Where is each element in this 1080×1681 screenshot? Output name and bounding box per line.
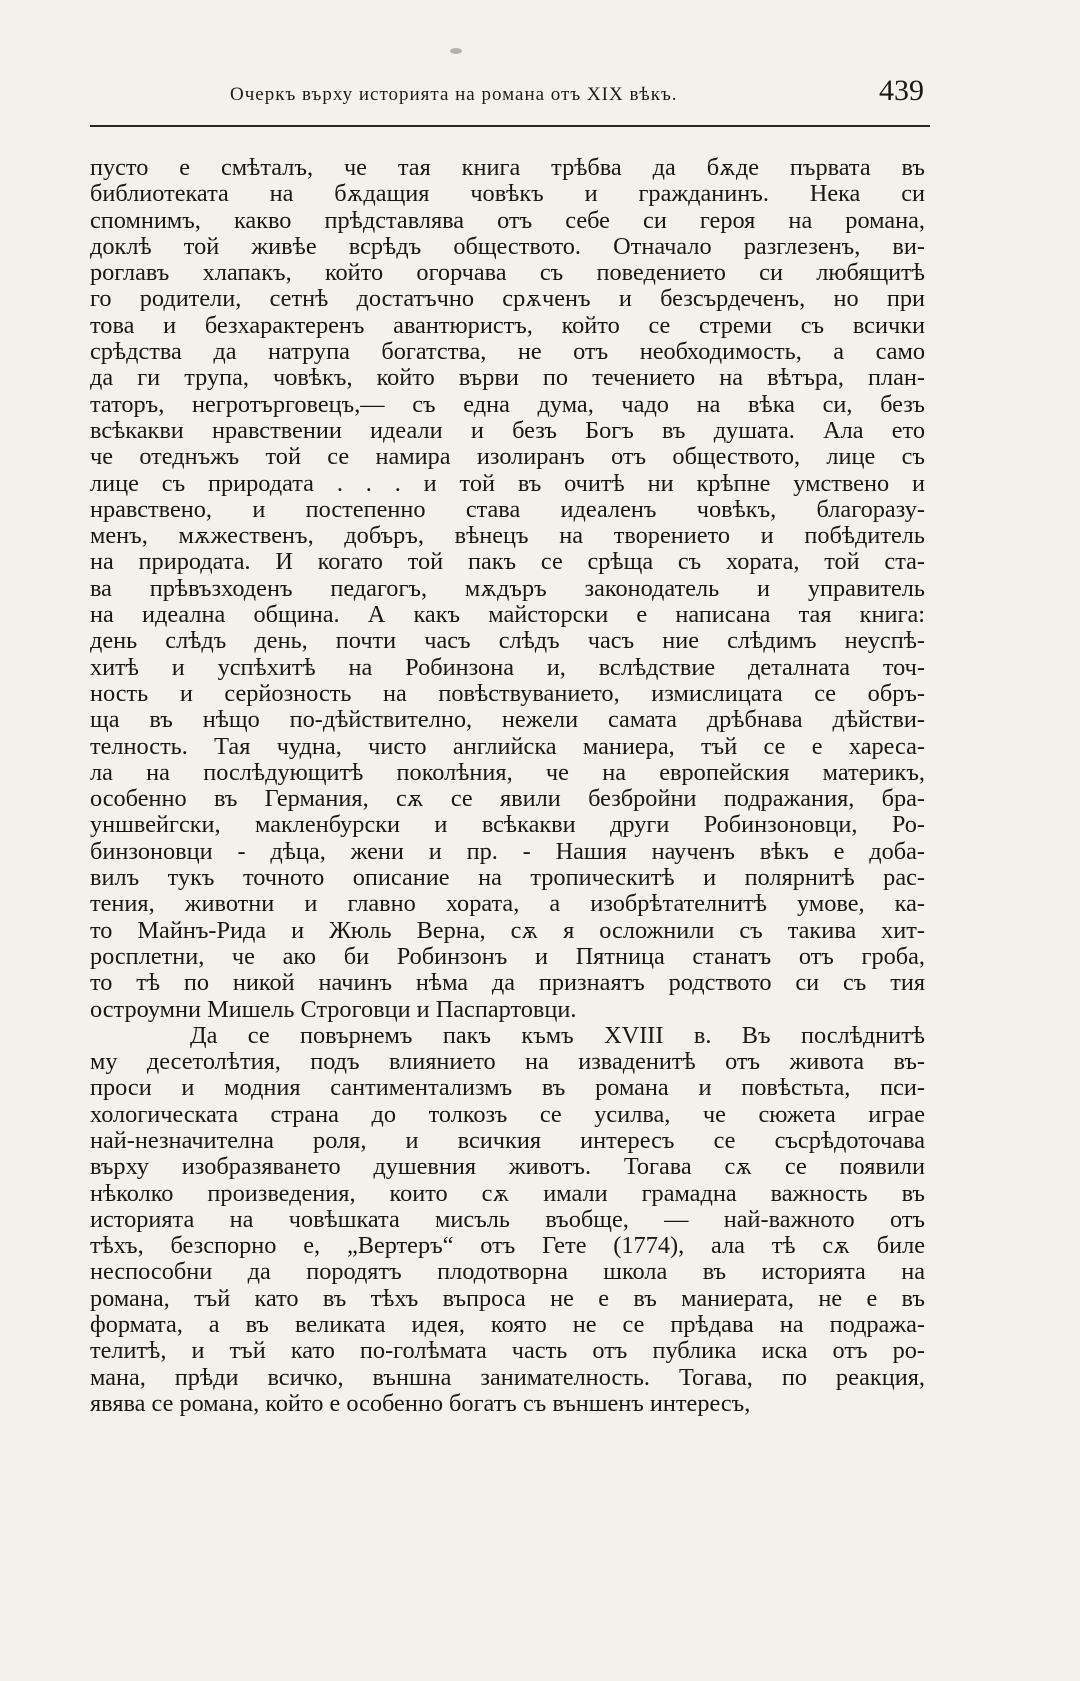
text-line: тения, животни и главно хората, а изобрѣтателнитѣ умове, ка-	[90, 891, 925, 918]
text-line: срѣдства да натрупа богатства, не отъ необходимость, а само	[90, 339, 925, 366]
text-line: менъ, мѫжественъ, добъръ, вѣнецъ на творението и побѣдитель	[90, 523, 925, 550]
text-line: нѣколко произведения, които сѫ имали грамадна важность въ	[90, 1180, 925, 1207]
text-line: неспособни да породятъ плодотворна школа въ историята на	[90, 1259, 925, 1286]
text-line: доклѣ той живѣе всрѣдъ обществото. Отначало разглезенъ, ви-	[90, 233, 925, 260]
text-line: бинзоновци - дѣца, жени и пр. - Нашия наученъ вѣкъ е доба-	[90, 838, 925, 865]
page-number: 439	[879, 74, 924, 107]
ink-smudge	[450, 48, 462, 54]
text-line: то тѣ по никой начинъ нѣма да признаятъ родството си съ тия	[90, 970, 925, 997]
text-line: особенно въ Германия, сѫ се явили безбройни подражания, бра-	[90, 786, 925, 813]
text-line: то Майнъ-Рида и Жюль Верна, сѫ я осложнили съ такива хит-	[90, 917, 925, 944]
text-line: на идеална община. А какъ майсторски е написана тая книга:	[90, 602, 925, 629]
text-line: Да се повърнемъ пакъ къмъ XVIII в. Въ послѣднитѣ	[190, 1022, 925, 1049]
page-header	[90, 74, 930, 120]
text-line: остроумни Мишель Строговци и Паспартовци.	[90, 996, 577, 1023]
text-line: да ги трупа, човѣкъ, който върви по течението на вѣтъра, план-	[90, 365, 925, 392]
text-line: ность и серйозность на повѣствуванието, измислицата се обръ-	[90, 680, 925, 707]
text-line: роглавъ хлапакъ, който огорчава съ поведението си любящитѣ	[90, 260, 925, 287]
text-line: ла на послѣдующитѣ поколѣния, че на европейския материкъ,	[90, 759, 925, 786]
text-line: спомнимъ, какво прѣдставлява отъ себе си героя на романа,	[90, 207, 925, 234]
text-line: му десетолѣтия, подъ влиянието на изваденитѣ отъ живота въ-	[90, 1049, 925, 1076]
text-line: библиотеката на бѫдащия човѣкъ и гражданинъ. Нека си	[90, 181, 925, 208]
text-line: формата, а въ великата идея, която не се прѣдава на подража-	[90, 1312, 925, 1339]
running-title: Очеркъ върху историята на романа отъ XIX вѣкъ.	[230, 84, 678, 105]
text-line: вилъ тукъ точното описание на тропическитѣ и полярнитѣ рас-	[90, 865, 925, 892]
text-line: тѣхъ, безспорно е, „Вертеръ“ отъ Гете (1774), ала тѣ сѫ биле	[90, 1233, 925, 1260]
text-line: мана, прѣди всичко, външна занимателность. Тогава, по реакция,	[90, 1364, 925, 1391]
text-line: ва прѣвъзходенъ педагогъ, мѫдъръ законодатель и управитель	[90, 575, 925, 602]
text-line: хологическата страна до толкозъ се усилва, че сюжета играе	[90, 1101, 925, 1128]
header-rule	[90, 125, 930, 127]
text-line: това и безхарактеренъ авантюристъ, който се стреми съ всички	[90, 312, 925, 339]
text-line: лице съ природата . . . и той въ очитѣ ни крѣпне умствено и	[90, 470, 925, 497]
text-line: романа, тъй като въ тѣхъ въпроса не е въ маниерата, не е въ	[90, 1285, 925, 1312]
text-line: върху изобразяването душевния животъ. Тогава сѫ се появили	[90, 1154, 925, 1181]
body-text	[90, 155, 925, 1417]
text-line: таторъ, негротърговецъ,— съ една дума, чадо на вѣка си, безъ	[90, 391, 925, 418]
text-line: нравствено, и постепенно става идеаленъ човѣкъ, благоразу-	[90, 496, 925, 523]
text-line: го родители, сетнѣ достатъчно срѫченъ и безсърдеченъ, но при	[90, 286, 925, 313]
text-line: на природата. И когато той пакъ се срѣща съ хората, той ста-	[90, 549, 925, 576]
text-line: уншвейгски, макленбурски и всѣкакви други Робинзоновци, Ро-	[90, 812, 925, 839]
text-line: проси и модния сантиментализмъ въ романа и повѣстьта, пси-	[90, 1075, 925, 1102]
text-line: пусто е смѣталъ, че тая книга трѣбва да бѫде първата въ	[90, 155, 925, 181]
text-line: историята на човѣшката мисъль въобще, — най-важното отъ	[90, 1206, 925, 1233]
text-line: най-незначителна роля, и всичкия интересъ се съсрѣдоточава	[90, 1127, 925, 1154]
text-line: ща въ нѣщо по-дѣйствително, нежели самата дрѣбнава дѣйстви-	[90, 707, 925, 734]
text-line: всѣкакви нравствении идеали и безъ Богъ въ душата. Ала ето	[90, 417, 925, 444]
text-line: хитѣ и успѣхитѣ на Робинзона и, вслѣдствие деталната точ-	[90, 654, 925, 681]
text-line: че отеднъжъ той се намира изолиранъ отъ обществото, лице съ	[90, 444, 925, 471]
text-line: телность. Тая чудна, чисто английска маниера, тъй се е хареса-	[90, 733, 925, 760]
text-line: явява се романа, който е особенно богатъ съ външенъ интересъ,	[90, 1390, 751, 1417]
text-line: день слѣдъ день, почти часъ слѣдъ часъ ние слѣдимъ неуспѣ-	[90, 628, 925, 655]
text-line: телитѣ, и тъй като по-голѣмата часть отъ публика иска отъ ро-	[90, 1338, 925, 1365]
text-line: росплетни, че ако би Робинзонъ и Пятница станатъ отъ гроба,	[90, 943, 925, 970]
